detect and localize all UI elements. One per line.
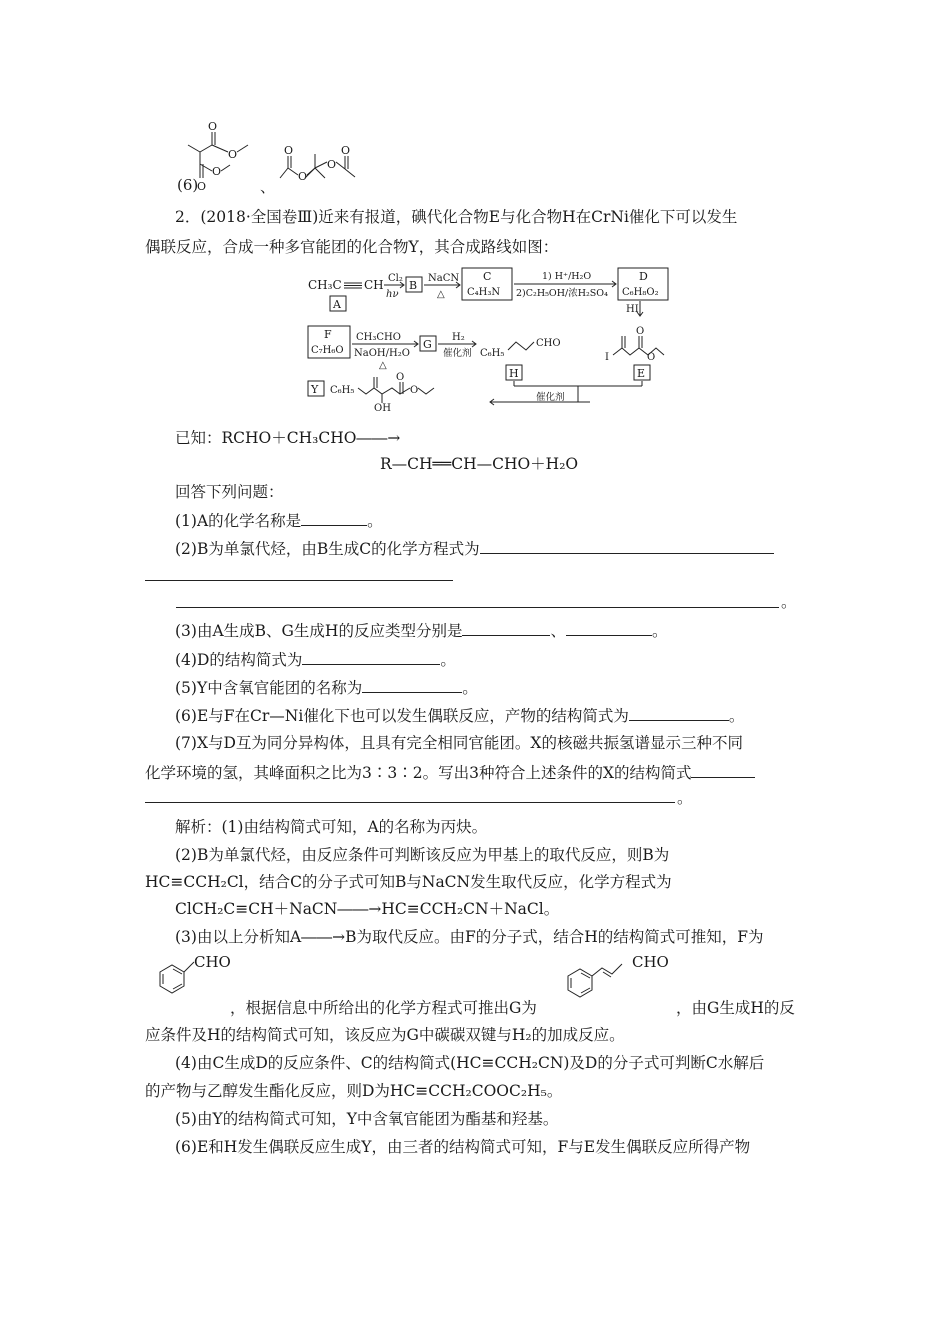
question-a-3-sep: 、 (550, 622, 566, 640)
propyne-left: CH₃C (308, 278, 342, 292)
known-info-line: 已知：RCHO＋CH₃CHO――→ (175, 429, 401, 447)
answer-blank-1[interactable] (301, 510, 367, 526)
question-a-1-text: (1)A的化学名称是 (175, 512, 302, 530)
answer-blank-7b[interactable] (145, 802, 675, 803)
explanation-4-line-2: 的产物与乙醇发生酯化反应，则D为HC≡CCH₂COOC₂H₅。 (145, 1082, 563, 1100)
compound-d-label: D (639, 270, 648, 283)
explanation-3-line-3: 应条件及H的结构简式可知，该反应为G中碳碳双键与H₂的加成反应。 (145, 1026, 625, 1044)
answer-blank-2b[interactable] (145, 580, 453, 581)
condition-step-1: 1) H⁺/H₂O (542, 271, 592, 282)
question-a-6-end: 。 (728, 707, 745, 725)
compound-d-formula: C₆H₈O₂ (622, 287, 659, 298)
answer-blank-3b[interactable] (566, 620, 652, 636)
svg-text:O: O (197, 180, 207, 193)
question-a-7-end: 。 (677, 789, 693, 807)
answer-blank-2a[interactable] (480, 538, 774, 554)
explanation-5: (5)由Y的结构简式可知，Y中含氧官能团为酯基和羟基。 (175, 1110, 559, 1128)
y-hydroxyl: OH (374, 403, 391, 414)
answer-6-prefix: (6) (177, 176, 199, 194)
svg-text:O: O (284, 144, 294, 157)
svg-text:O: O (327, 158, 337, 171)
heat-1: △ (437, 289, 445, 300)
question-a-4-text: (4)D的结构简式为 (175, 651, 303, 669)
question-a-2-text: (2)B为单氯代烃，由B生成C的化学方程式为 (175, 540, 480, 558)
heat-2: △ (379, 360, 387, 371)
question-a-1 (175, 510, 383, 531)
question-a-3-text: (3)由A生成B、G生成H的反应类型分别是 (175, 622, 463, 640)
e-carbonyl-o: O (636, 326, 645, 337)
y-ester-o: O (410, 385, 419, 396)
question-a-7-text: 化学环境的氢，其峰面积之比为3∶3∶2。写出3种符合上述条件的X的结构简式 (145, 764, 692, 782)
reagent-nacn: NaCN (428, 273, 460, 284)
g-cho-label: CHO (632, 953, 669, 971)
y-carbonyl-o: O (396, 372, 405, 383)
svg-text:O: O (212, 165, 222, 178)
propyne-right: CH (364, 278, 384, 292)
question-a-7-line-2 (145, 762, 755, 783)
explanation-4-line-1: (4)由C生成D的反应条件、C的结构简式(HC≡CCH₂CN)及D的分子式可判断C水解后 (175, 1054, 765, 1072)
question-a-7-line-1: (7)X与D互为同分异构体，且具有完全相同官能团。X的核磁共振氢谱显示三种不同 (175, 734, 743, 752)
catalyst-1: 催化剂 (443, 348, 472, 359)
svg-text:O: O (341, 144, 351, 157)
svg-text:O: O (228, 148, 238, 161)
compound-a-label: A (333, 298, 341, 311)
answer-blank-3a[interactable] (462, 620, 550, 636)
question-a-6-text: (6)E与F在Cr—Ni催化下也可以发生偶联反应，产物的结构简式为 (175, 707, 629, 725)
answer-blank-5[interactable] (362, 677, 462, 693)
question-a-5 (175, 677, 478, 698)
compound-e-label: E (637, 367, 646, 380)
answer-6-separator: 、 (260, 178, 276, 196)
compound-f-formula: C₇H₆O (311, 345, 344, 356)
e-iodine: I (605, 352, 609, 363)
svg-text:O: O (298, 170, 308, 183)
compound-c-formula: C₄H₃N (467, 287, 501, 298)
h-aldehyde: CHO (536, 338, 561, 349)
question-a-2-end: 。 (781, 593, 797, 611)
diacetoxy-propane-structure (280, 144, 355, 183)
explanation-3-line-1: (3)由以上分析知A――→B为取代反应。由F的分子式，结合H的结构简式可推知，F为 (175, 928, 764, 946)
compound-b-label: B (409, 279, 418, 292)
explanation-6: (6)E和H发生偶联反应生成Y，由三者的结构简式可知，F与E发生偶联反应所得产物 (175, 1138, 751, 1156)
condition-hv: hν (386, 289, 399, 300)
compound-c-label: C (483, 270, 492, 283)
question-a-3-end: 。 (651, 622, 668, 640)
answer-blank-6[interactable] (629, 705, 729, 721)
f-cho-label: CHO (194, 953, 231, 971)
catalyst-2: 催化剂 (536, 392, 565, 403)
answer-blank-2c[interactable] (176, 607, 779, 608)
explanation-3-line-2b: ，由G生成H的反 (676, 999, 795, 1017)
question-a-6 (175, 705, 744, 726)
reagent-cl2: Cl₂ (388, 273, 403, 284)
answer-blank-7a[interactable] (691, 762, 755, 778)
synthesis-scheme (300, 264, 700, 414)
compound-g-label: G (423, 338, 432, 351)
e-ester-o: O (647, 352, 656, 363)
question-2-line-2: 偶联反应，合成一种多官能团的化合物Y，其合成路线如图： (145, 238, 559, 256)
condition-naoh: NaOH/H₂O (354, 348, 410, 359)
answer-blank-4[interactable] (302, 649, 440, 665)
compound-f-label: F (324, 328, 332, 341)
question-2-line-1: 2．(2018·全国卷Ⅲ)近来有报道，碘代化合物E与化合物H在CrNi催化下可以发生 (175, 208, 738, 226)
question-a-3 (175, 620, 667, 641)
condition-step-2: 2)C₂H₅OH/浓H₂SO₄ (516, 288, 608, 299)
reagent-ch3cho: CH₃CHO (356, 332, 401, 343)
question-a-2 (175, 538, 774, 559)
benzaldehyde-structure (140, 950, 240, 1010)
reagent-hi: HI (626, 304, 639, 315)
answer-prompt: 回答下列问题： (175, 483, 284, 501)
y-phenyl: C₆H₅ (330, 385, 355, 396)
explanation-2-line-2: HC≡CCH₂Cl，结合C的分子式可知B与NaCN发生取代反应，化学方程式为 (145, 873, 672, 891)
question-a-5-text: (5)Y中含氧官能团的名称为 (175, 679, 363, 697)
compound-y-label: Y (311, 383, 319, 396)
h-phenyl: C₆H₅ (480, 348, 505, 359)
explanation-1: 解析：(1)由结构简式可知，A的名称为丙炔。 (175, 818, 488, 836)
explanation-2-line-3: ClCH₂C≡CH＋NaCN――→HC≡CCH₂CN＋NaCl。 (175, 900, 560, 918)
question-a-5-end: 。 (462, 679, 478, 697)
explanation-2-line-1: (2)B为单氯代烃，由反应条件可判断该反应为甲基上的取代反应，则B为 (175, 846, 670, 864)
question-a-1-end: 。 (367, 512, 383, 530)
answer-6-structures (170, 118, 390, 203)
question-a-4-end: 。 (440, 651, 456, 669)
reagent-h2: H₂ (452, 332, 465, 343)
compound-h-label: H (509, 367, 519, 380)
cinnamaldehyde-structure (560, 950, 680, 1010)
svg-text:O: O (208, 120, 218, 133)
question-a-4 (175, 649, 456, 670)
known-info-product: R—CH══CH—CHO＋H₂O (380, 455, 579, 473)
explanation-3-line-2a: ，根据信息中所给出的化学方程式可推出G为 (230, 999, 537, 1017)
